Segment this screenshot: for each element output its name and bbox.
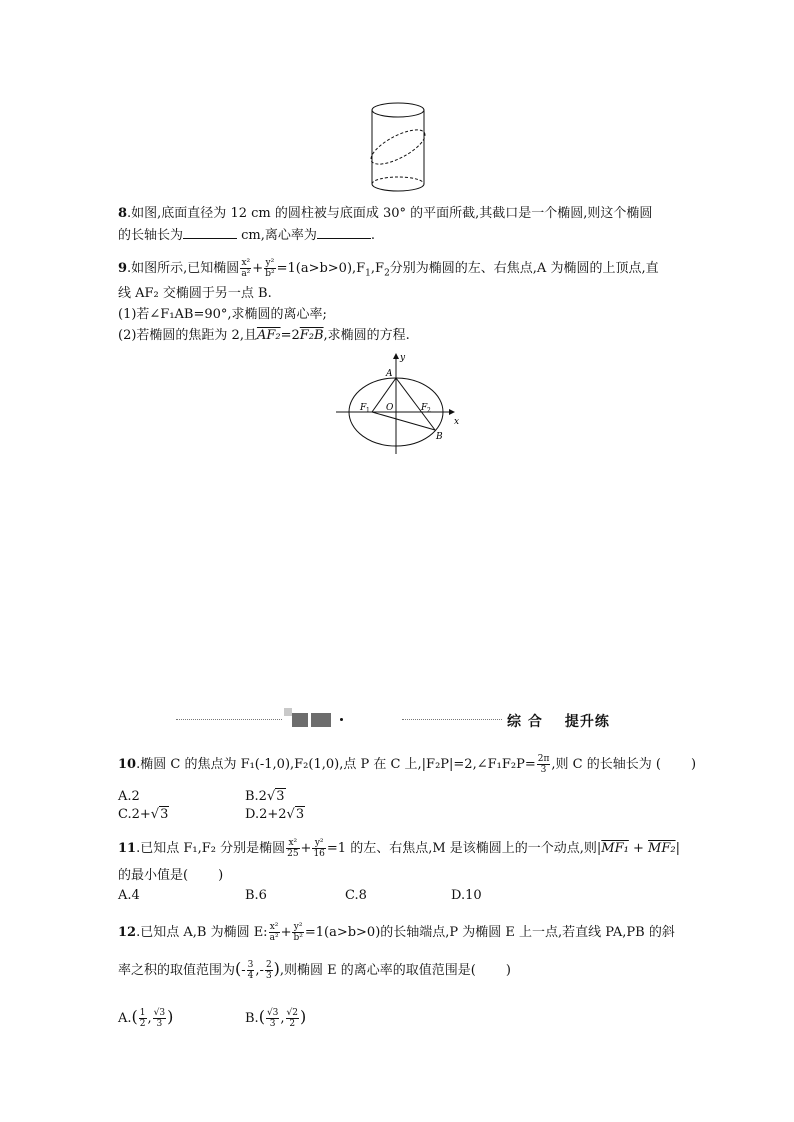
fraction: $\frac{\text{y²}}{\text{b²}}$ [265, 258, 275, 279]
option-c[interactable]: C.8 [345, 888, 367, 903]
question-12-line2: 率之积的取值范围为(- $\frac{3}{4}$ ,- $\frac{2}{3}$ ),则椭圆 E 的离心率的取值范围是( ) [118, 959, 511, 981]
section-block-1 [284, 708, 292, 716]
section-dot [340, 718, 343, 721]
question-9-part1: (1)若∠F₁AB=90°,求椭圆的离心率; [118, 307, 327, 322]
section-title: 综 合 提升练 [507, 714, 610, 730]
point-label-b: B [436, 432, 443, 442]
option-a[interactable]: A.4 [118, 888, 140, 903]
ellipse-figure [332, 350, 468, 458]
answer-blank[interactable] [183, 225, 237, 239]
cylinder-figure [366, 100, 430, 196]
fraction: $\frac{\text{y²}}{\text{b²}}$ [293, 922, 303, 943]
axis-label-x: x [454, 417, 460, 427]
fraction: $\frac{\text{x²}}{\text{a²}}$ [241, 258, 251, 279]
range-interval: ( [235, 959, 242, 978]
axis-label-y: y [400, 353, 406, 363]
point-label-f1: F [360, 403, 367, 413]
section-block-3 [311, 713, 331, 727]
option-b[interactable]: B.( $\frac{√3}{3}$ , $\frac{√2}{2}$ ) [245, 1007, 307, 1029]
question-11: 11.已知点 F₁,F₂ 分别是椭圆 $\frac{\text{x²}}{25}$ + $\frac{\text{y²}}{16}$ =1 的左、右焦点,M 是该椭圆上的一个动点,则|MF₁ + MF₂| [118, 838, 680, 859]
point-label-f2-sub: 2 [427, 407, 431, 414]
fraction: $\frac{2\pi}{3}$ [537, 754, 550, 775]
question-9-part2: (2)若椭圆的焦距为 2,且AF₂=2F₂B,求椭圆的方程. [118, 328, 410, 343]
section-block-2 [292, 713, 308, 727]
point-label-a: A [386, 369, 393, 379]
question-8-line2: 的长轴长为 cm,离心率为 . [118, 225, 375, 246]
option-b[interactable]: B.2√3 [245, 789, 285, 804]
option-d[interactable]: D.2+2√3 [245, 807, 305, 822]
option-b[interactable]: B.6 [245, 888, 267, 903]
fraction: $\frac{\text{x²}}{\text{a²}}$ [269, 922, 279, 943]
question-11-line2: 的最小值是( ) [118, 868, 224, 883]
fraction: $\frac{\text{y²}}{16}$ [313, 838, 325, 859]
option-a[interactable]: A.2 [118, 789, 140, 804]
section-divider-left [176, 719, 282, 720]
question-10: 10.椭圆 C 的焦点为 F₁(-1,0),F₂(1,0),点 P 在 C 上,|F₂P|=2,∠F₁F₂P= $\frac{2\pi}{3}$ ,则 C 的长轴长为 ( ) [118, 754, 697, 775]
question-9-line2: 线 AF₂ 交椭圆于另一点 B. [118, 286, 272, 301]
fraction: $\frac{\text{x²}}{25}$ [287, 838, 299, 859]
option-c[interactable]: C.2+√3 [118, 807, 169, 822]
question-8: 8.如图,底面直径为 12 cm 的圆柱被与底面成 30° 的平面所截,其截口是一个椭圆,则这个椭圆 [118, 206, 653, 221]
point-label-f2: F [421, 403, 428, 413]
point-label-o: O [386, 403, 394, 413]
point-label-f1-sub: 1 [366, 407, 370, 414]
section-divider-right [402, 719, 502, 720]
option-a[interactable]: A.( $\frac{1}{2}$ , $\frac{√3}{3}$ ) [118, 1007, 174, 1029]
option-d[interactable]: D.10 [451, 888, 482, 903]
answer-blank[interactable] [317, 225, 371, 239]
question-12: 12.已知点 A,B 为椭圆 E: $\frac{\text{x²}}{\text{a²}}$ + $\frac{\text{y²}}{\text{b²}}$ =1(a>b>0)的长轴端点,P 为椭圆 E 上一点,若直线 PA,PB 的斜 [118, 922, 675, 943]
question-9: 9.如图所示,已知椭圆 $\frac{\text{x²}}{\text{a²}}$ + $\frac{\text{y²}}{\text{b²}}$ $=1(a>b>0),F_1,F_2$分别为椭圆的左、右焦点,A 为椭圆的上顶点,直 [118, 258, 659, 279]
